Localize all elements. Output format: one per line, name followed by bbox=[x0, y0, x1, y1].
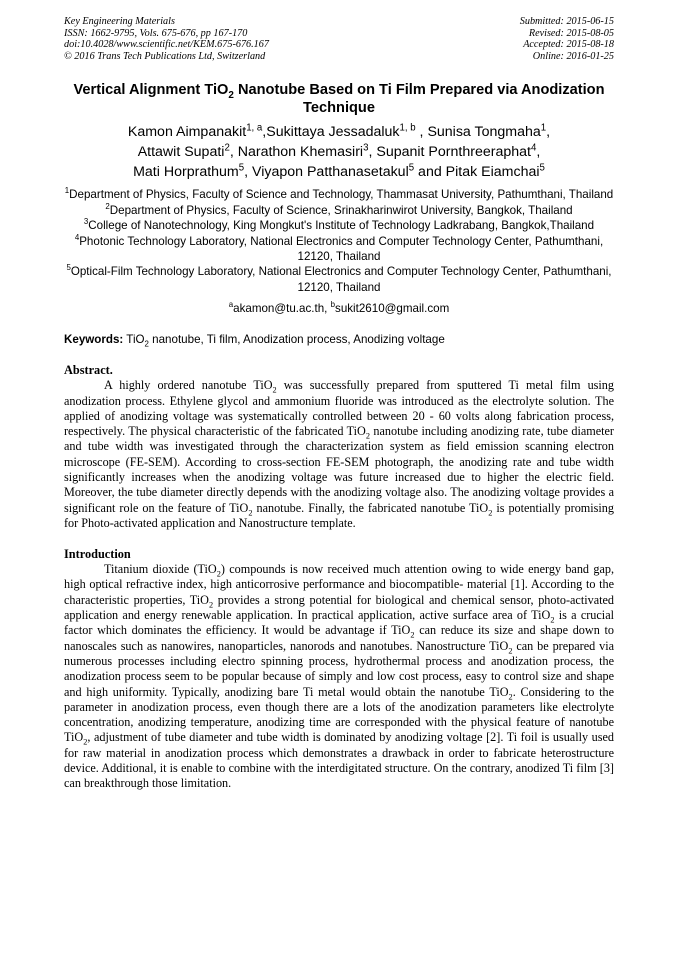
affiliation: $^5$Optical-Film Technology Laboratory, National Electronics and Computer Technology Center, Pathumthani, 12120, Thailand bbox=[66, 263, 612, 294]
author: Pitak Eiamchai bbox=[445, 164, 540, 181]
abstract-text: A highly ordered nanotube TiO$_2$ was successfully prepared from sputtered Ti metal film using anodization process. Ethylene glycol and ammonium fluoride was introduced as the electrolyte solution. The applied of anodizing voltage was systematically controlled between 20 - 60 volts along fabrication process, respectively. The physical characteristic of the fabricated TiO$_2$ nanotube including anodizing rate, tube diameter and tube width was investigated through the characterization system as field emission scanning electron microscope (FE-SEM). According to cross-section FE-SEM photograph, the anodizing rate and tube width significantly increases when the anodizing voltage was future increased due to higher the electric field. Moreover, the tube diameter directly depends with the anodizing voltage also. The anodizing voltage provides a significant role on the feature of TiO$_2$ nanotube. Finally, the fabricated nanotube TiO$_2$ is potentially promising for Photo-activated application and Nanostructure template. bbox=[64, 378, 614, 530]
author: Sunisa Tongmaha bbox=[427, 124, 541, 141]
affiliation: $^2$Department of Physics, Faculty of Science, Srinakharinwirot University, Bangkok, Thailand bbox=[105, 201, 573, 217]
journal-header bbox=[64, 16, 614, 62]
issn: ISSN: 1662-9795, Vols. 675-676, pp 167-170 bbox=[64, 27, 248, 39]
journal-name: Key Engineering Materials bbox=[64, 16, 175, 27]
abstract-heading: Abstract. bbox=[64, 363, 113, 378]
paper-title: Vertical Alignment TiO$_2$ Nanotube Based on Ti Film Prepared via Anodization Technique bbox=[73, 82, 605, 117]
author-list: Kamon Aimpanakit$^{1, a}$,Sukittaya Jessadaluk$^{1, b}$ , Sunisa Tongmaha$^1$, Attawit Supati$^2$, Narathon Khemasiri$^3$, Supanit Pornthreeraphat$^4$, Mati Horprathum$^5$, Viyapon Patthanasetakul$^5$ and Pitak Eiamchai$^5$ bbox=[127, 122, 551, 181]
author: Attawit Supati bbox=[137, 144, 225, 161]
submitted-date: Submitted: 2015-06-15 bbox=[519, 16, 614, 27]
introduction-heading: Introduction bbox=[64, 547, 131, 562]
keywords-label: Keywords: bbox=[64, 333, 124, 347]
keywords: Keywords: TiO$_2$ nanotube, Ti film, Anodization process, Anodizing voltage bbox=[64, 333, 445, 349]
copyright: © 2016 Trans Tech Publications Ltd, Switzerland bbox=[64, 50, 266, 62]
email-link[interactable]: sukit2610@gmail.com bbox=[335, 302, 450, 316]
author: Mati Horprathum bbox=[133, 164, 239, 181]
author: Kamon Aimpanakit bbox=[127, 124, 247, 141]
author-emails: $^a$akamon@tu.ac.th, $^b$sukit2610@gmail.com bbox=[228, 300, 450, 316]
introduction-text: Titanium dioxide (TiO$_2$) compounds is now received much attention owing to wide energy band gap, high optical refractive index, high anticorrosive performance and biocompatible- material [1]. According to the characteristic properties, TiO$_2$ provides a strong potential for biological and chemical sensor, photo-activated application and energy renewable application. In practical application, active surface area of TiO$_2$ is a crucial factor which dominates the efficiency. It would be advantage if TiO$_2$ can reduce its size and shape down to nanoscales such as nanowires, nanoparticles, nanorods and nanotubes. Nanostructure TiO$_2$ can be prepared via numerous processes including electro spinning process, hydrothermal process and anodization process, the anodization process seem to be popular because of simply and low cost process, easy to control size and shape and high uniformity. Typically, anodizing bare Ti metal would obtain the nanotube TiO$_2$. Considering to the parameter in anodization process, even though there are a lots of the anodization parameters like electrolyte concentration, anodizing temperature, anodizing time are corresponded with the physical feature of nanotube TiO$_2$, adjustment of tube diameter and tube width is dominated by anodizing voltage [2]. Ti foil is usually used for raw material in anodization process which demonstrates a drawback in order to fabricate heterostructure device. Additional, it is enable to combine with the interdigitated structure. On the contrary, anodized Ti film [3] can breakthrough those limitation. bbox=[64, 562, 615, 791]
publication-dates bbox=[520, 16, 614, 62]
author: Narathon Khemasiri bbox=[237, 144, 364, 161]
accepted-date: Accepted: 2015-08-18 bbox=[523, 39, 614, 51]
affiliation: $^4$Photonic Technology Laboratory, National Electronics and Computer Technology Center, Pathumthani, 12120, Thailand bbox=[74, 232, 604, 263]
affiliations bbox=[64, 187, 614, 295]
online-date: Online: 2016-01-25 bbox=[532, 50, 614, 62]
author: Supanit Pornthreeraphat bbox=[376, 144, 531, 161]
revised-date: Revised: 2015-08-05 bbox=[528, 27, 614, 39]
affiliation: $^1$Department of Physics, Faculty of Science and Technology, Thammasat University, Pathumthani, Thailand bbox=[64, 186, 614, 202]
journal-info bbox=[64, 16, 269, 62]
author: Sukittaya Jessadaluk bbox=[266, 124, 400, 141]
doi: doi:10.4028/www.scientific.net/KEM.675-676.167 bbox=[64, 39, 269, 51]
email-link[interactable]: akamon@tu.ac.th bbox=[233, 302, 325, 316]
author: Viyapon Patthanasetakul bbox=[252, 164, 409, 181]
affiliation: $^3$College of Nanotechnology, King Mongkut's Institute of Technology Ladkrabang, Bangkok,Thailand bbox=[83, 217, 595, 233]
